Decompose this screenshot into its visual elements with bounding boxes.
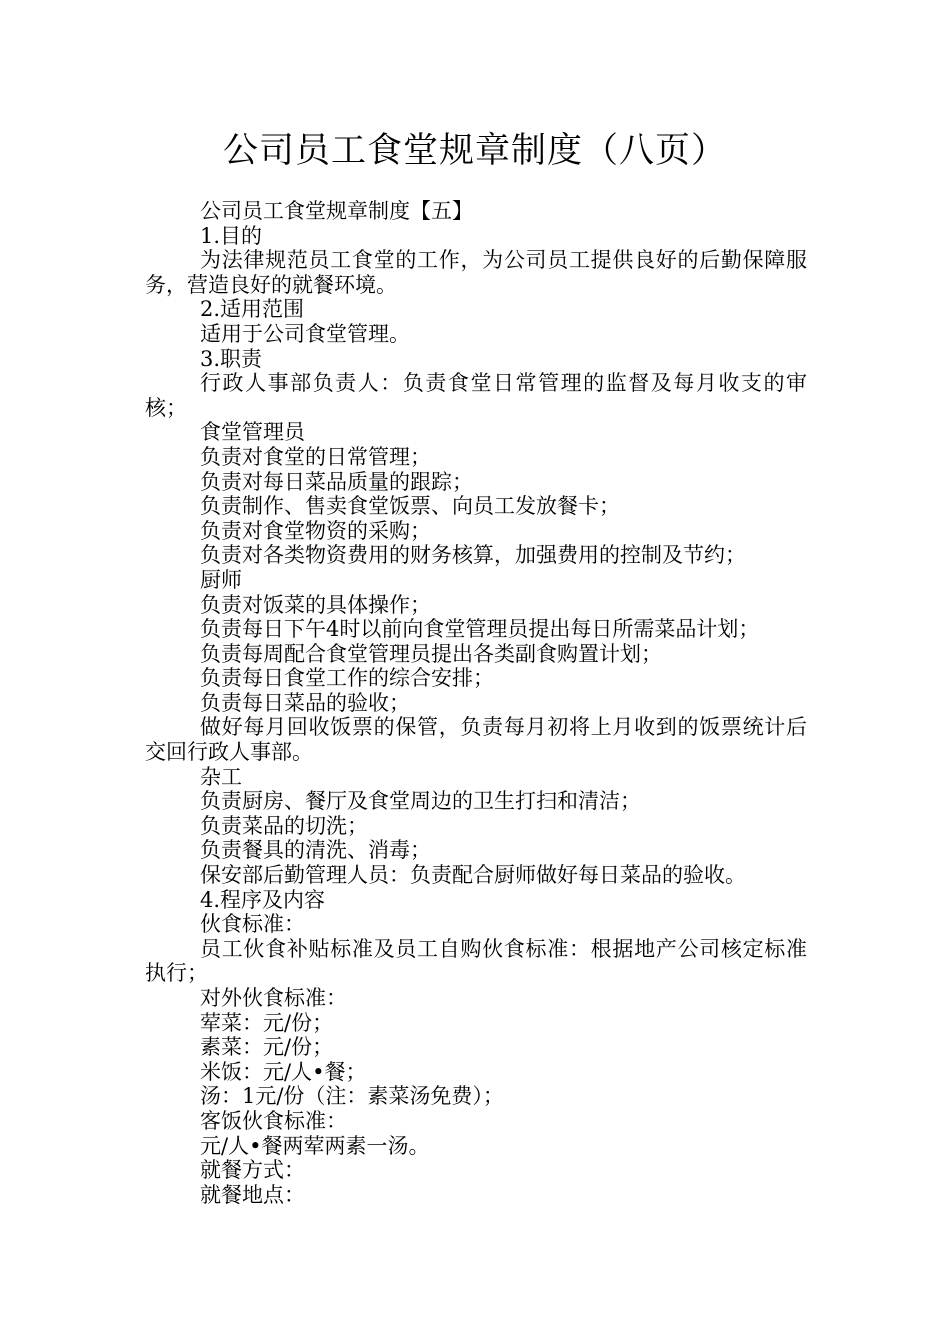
paragraph: 就餐地点：	[200, 1182, 305, 1207]
paragraph: 负责对食堂物资的采购；	[200, 518, 431, 543]
paragraph: 伙食标准：	[200, 912, 305, 937]
paragraph: 客饭伙食标准：	[200, 1108, 347, 1133]
paragraph: 行政人事部负责人：负责食堂日常管理的监督及每月收支的审核；	[145, 371, 807, 420]
paragraph: 员工伙食补贴标准及员工自购伙食标准：根据地产公司核定标准执行；	[145, 936, 807, 986]
paragraph: 汤：1元/份（注：素菜汤免费）；	[200, 1084, 504, 1109]
paragraph: 杂工	[200, 764, 242, 789]
paragraph: 为法律规范员工食堂的工作，为公司员工提供良好的后勤保障服务，营造良好的就餐环境。	[145, 248, 807, 297]
paragraph: 2.适用范围	[200, 297, 305, 322]
paragraph: 做好每月回收饭票的保管，负责每月初将上月收到的饭票统计后交回行政人事部。	[145, 715, 807, 765]
paragraph: 米饭：元/人•餐；	[200, 1059, 367, 1084]
paragraph: 3.职责	[200, 346, 263, 371]
paragraph: 负责厨房、餐厅及食堂周边的卫生打扫和清洁；	[200, 789, 641, 814]
paragraph: 负责餐具的清洗、消毒；	[200, 838, 431, 863]
paragraph: 负责每日下午4时以前向食堂管理员提出每日所需菜品计划；	[200, 617, 760, 642]
paragraph: 素菜：元/份；	[200, 1035, 334, 1060]
paragraph: 1.目的	[200, 223, 263, 248]
paragraph: 保安部后勤管理人员：负责配合厨师做好每日菜品的验收。	[200, 863, 746, 888]
paragraph: 元/人•餐两荤两素一汤。	[200, 1133, 430, 1158]
paragraph: 负责对饭菜的具体操作；	[200, 592, 431, 617]
paragraph: 负责对各类物资费用的财务核算，加强费用的控制及节约；	[200, 543, 746, 568]
paragraph: 荤菜：元/份；	[200, 1010, 334, 1035]
paragraph: 负责菜品的切洗；	[200, 813, 368, 838]
document-title: 公司员工食堂规章制度（八页）	[222, 131, 727, 171]
paragraph: 负责每周配合食堂管理员提出各类副食购置计划；	[200, 641, 662, 666]
paragraph: 负责制作、售卖食堂饭票、向员工发放餐卡；	[200, 494, 620, 519]
paragraph: 4.程序及内容	[200, 887, 326, 912]
paragraph: 适用于公司食堂管理。	[200, 321, 410, 346]
paragraph: 食堂管理员	[200, 420, 305, 445]
paragraph: 负责对食堂的日常管理；	[200, 444, 431, 469]
paragraph: 负责每日菜品的验收；	[200, 690, 410, 715]
paragraph: 负责每日食堂工作的综合安排；	[200, 666, 494, 691]
paragraph: 公司员工食堂规章制度【五】	[200, 199, 473, 223]
paragraph: 就餐方式：	[200, 1158, 305, 1183]
paragraph: 负责对每日菜品质量的跟踪；	[200, 469, 473, 494]
paragraph: 对外伙食标准：	[200, 986, 347, 1010]
document-body	[145, 199, 807, 1207]
paragraph: 厨师	[200, 567, 242, 592]
